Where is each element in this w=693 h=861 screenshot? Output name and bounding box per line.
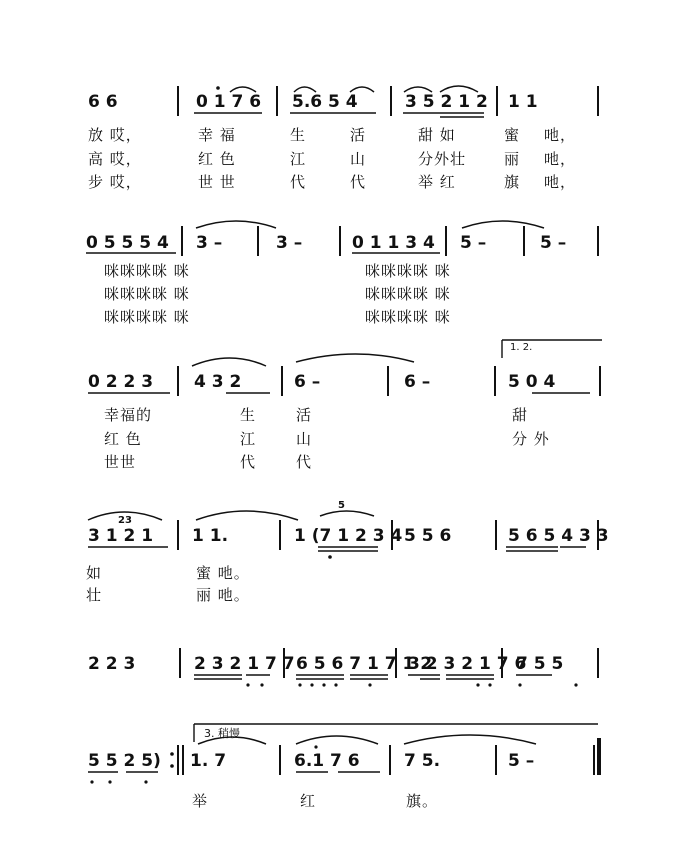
r6-slurs bbox=[198, 735, 536, 744]
lyric-r1-v2-g: 吔， bbox=[544, 150, 577, 168]
r6-notes-m3: 6.1 7 6 bbox=[294, 751, 360, 771]
r5-barlines bbox=[180, 648, 598, 678]
r2-barlines bbox=[182, 226, 598, 256]
lyric-r4-v2-b: 丽 吔。 bbox=[196, 586, 250, 604]
lyric-r6-a: 举 bbox=[192, 792, 209, 810]
r5-underlines bbox=[194, 675, 578, 687]
lyric-r1-v2-e: 分外壮 bbox=[418, 150, 467, 168]
r3-barlines bbox=[178, 366, 600, 396]
lyric-r2-v1-a: 咪咪咪咪 咪 bbox=[104, 262, 190, 280]
r4-slurs bbox=[88, 511, 374, 520]
lyric-r6-c: 旗。 bbox=[406, 792, 439, 810]
lyric-r3-v3-b: 代 bbox=[240, 453, 257, 471]
volta-3-slower: 3. 稍慢 bbox=[204, 727, 240, 740]
grace-note-23: 23 bbox=[118, 515, 132, 526]
r3-slurs bbox=[192, 354, 414, 366]
r1-notes-m1: 6 6 bbox=[88, 92, 118, 112]
r1-slurs bbox=[230, 86, 478, 92]
lyric-r3-v2-d: 分 外 bbox=[512, 430, 550, 448]
r5-notes-m5: 7 5 5 bbox=[516, 654, 564, 674]
r3-notes-m3: 6 – bbox=[294, 372, 321, 392]
r2-slurs bbox=[196, 221, 544, 228]
lyric-r6-b: 红 bbox=[300, 792, 317, 810]
r6-notes-m2: 1. 7 bbox=[190, 751, 227, 771]
lyric-r1-v1-a: 放 哎， bbox=[88, 126, 142, 144]
lyric-r1-v1-e: 甜 如 bbox=[418, 126, 456, 144]
r4-notes-m3: 1 (7 1 2 3 4 bbox=[294, 526, 403, 546]
lyric-r1-v1-c: 生 bbox=[290, 126, 307, 144]
r1-notes-m5: 1 1 bbox=[508, 92, 538, 112]
r4-barlines bbox=[178, 520, 598, 550]
lyric-r2-v2-a: 咪咪咪咪 咪 bbox=[104, 285, 190, 303]
r2-notes-m2: 3 – bbox=[196, 233, 223, 253]
lyric-r1-v3-d: 代 bbox=[350, 173, 367, 191]
lyric-r3-v1-c: 活 bbox=[296, 406, 313, 424]
r6-underlines bbox=[88, 745, 380, 783]
lyric-r1-v1-g: 吔， bbox=[544, 126, 577, 144]
r6-volta-bracket bbox=[194, 724, 598, 742]
lyric-r1-v1-d: 活 bbox=[350, 126, 367, 144]
lyric-r2-v3-a: 咪咪咪咪 咪 bbox=[104, 308, 190, 326]
r2-notes-m5: 5 – bbox=[460, 233, 487, 253]
r5-notes-m1: 2 2 3 bbox=[88, 654, 136, 674]
lyric-r1-v3-c: 代 bbox=[290, 173, 307, 191]
r6-notes-m5: 5 – bbox=[508, 751, 535, 771]
lyric-r1-v2-b: 红 色 bbox=[198, 150, 236, 168]
lyric-r3-v1-d: 甜 bbox=[512, 406, 529, 424]
lyric-r1-v2-a: 高 哎， bbox=[88, 150, 142, 168]
r2-notes-m1: 0 5 5 5 4 bbox=[86, 233, 169, 253]
r5-notes-m4: 3 2 3 2 1 7 6 bbox=[408, 654, 527, 674]
lyric-r4-v1-a: 如 bbox=[86, 564, 103, 582]
r4-notes-m2: 1 1. bbox=[192, 526, 229, 546]
lyric-r3-v3-a: 世世 bbox=[104, 453, 137, 471]
r3-notes-m5: 5 0 4 bbox=[508, 372, 556, 392]
lyric-r1-v3-b: 世 世 bbox=[198, 173, 236, 191]
lyric-r3-v1-a: 幸福的 bbox=[104, 406, 153, 424]
lyric-r3-v1-b: 生 bbox=[240, 406, 257, 424]
lyric-r3-v2-b: 江 bbox=[240, 430, 257, 448]
lyric-r3-v2-a: 红 色 bbox=[104, 430, 142, 448]
r2-notes-m6: 5 – bbox=[540, 233, 567, 253]
lyric-r2-v1-b: 咪咪咪咪 咪 bbox=[365, 262, 451, 280]
r5-notes-m2: 2 3 2 1 7 7 bbox=[194, 654, 295, 674]
r3-notes-m2: 4 3 2 bbox=[194, 372, 242, 392]
r4-notes-m4: 5 5 6 bbox=[404, 526, 452, 546]
volta-1-2: 1. 2. bbox=[510, 342, 533, 353]
lyric-r1-v3-a: 步 哎， bbox=[88, 173, 142, 191]
r5-notes-m3: 6 5 6 7 1 7 1 2 bbox=[296, 654, 433, 674]
lyric-r1-v1-f: 蜜 bbox=[504, 126, 521, 144]
lyric-r4-v2-a: 壮 bbox=[86, 586, 103, 604]
r4-underlines bbox=[88, 547, 586, 559]
r2-notes-m3: 3 – bbox=[276, 233, 303, 253]
lyric-r2-v3-b: 咪咪咪咪 咪 bbox=[365, 308, 451, 326]
r3-notes-m1: 0 2 2 3 bbox=[88, 372, 154, 392]
r3-volta-bracket bbox=[502, 340, 602, 358]
lyric-r4-v1-b: 蜜 吔。 bbox=[196, 564, 250, 582]
r3-notes-m4: 6 – bbox=[404, 372, 431, 392]
r4-notes-m1: 3 1 2 1 bbox=[88, 526, 154, 546]
lyric-r1-v2-c: 江 bbox=[290, 150, 307, 168]
r6-notes-m1: 5 5 2 5) bbox=[88, 751, 161, 771]
lyric-r1-v2-d: 山 bbox=[350, 150, 367, 168]
r1-notes-m2: 0 1 7 6 bbox=[196, 92, 262, 112]
lyric-r1-v3-g: 吔， bbox=[544, 173, 577, 191]
lyric-r2-v2-b: 咪咪咪咪 咪 bbox=[365, 285, 451, 303]
lyric-r1-v3-f: 旗 bbox=[504, 173, 521, 191]
lyric-r1-v1-b: 幸 福 bbox=[198, 126, 236, 144]
lyric-r3-v3-c: 代 bbox=[296, 453, 313, 471]
r1-barlines bbox=[178, 86, 598, 116]
lyric-r1-v3-e: 举 红 bbox=[418, 173, 456, 191]
r4-notes-m5: 5 6 5 4 3 3 bbox=[508, 526, 609, 546]
r1-notes-m3: 5.6 5 4 bbox=[292, 92, 358, 112]
r6-notes-m4: 7 5. bbox=[404, 751, 441, 771]
lyric-r1-v2-f: 丽 bbox=[504, 150, 521, 168]
grace-note-5: 5 bbox=[338, 500, 345, 511]
r2-notes-m4: 0 1 1 3 4 bbox=[352, 233, 435, 253]
lyric-r3-v2-c: 山 bbox=[296, 430, 313, 448]
r1-notes-m4: 3 5 2 1 2 bbox=[405, 92, 488, 112]
